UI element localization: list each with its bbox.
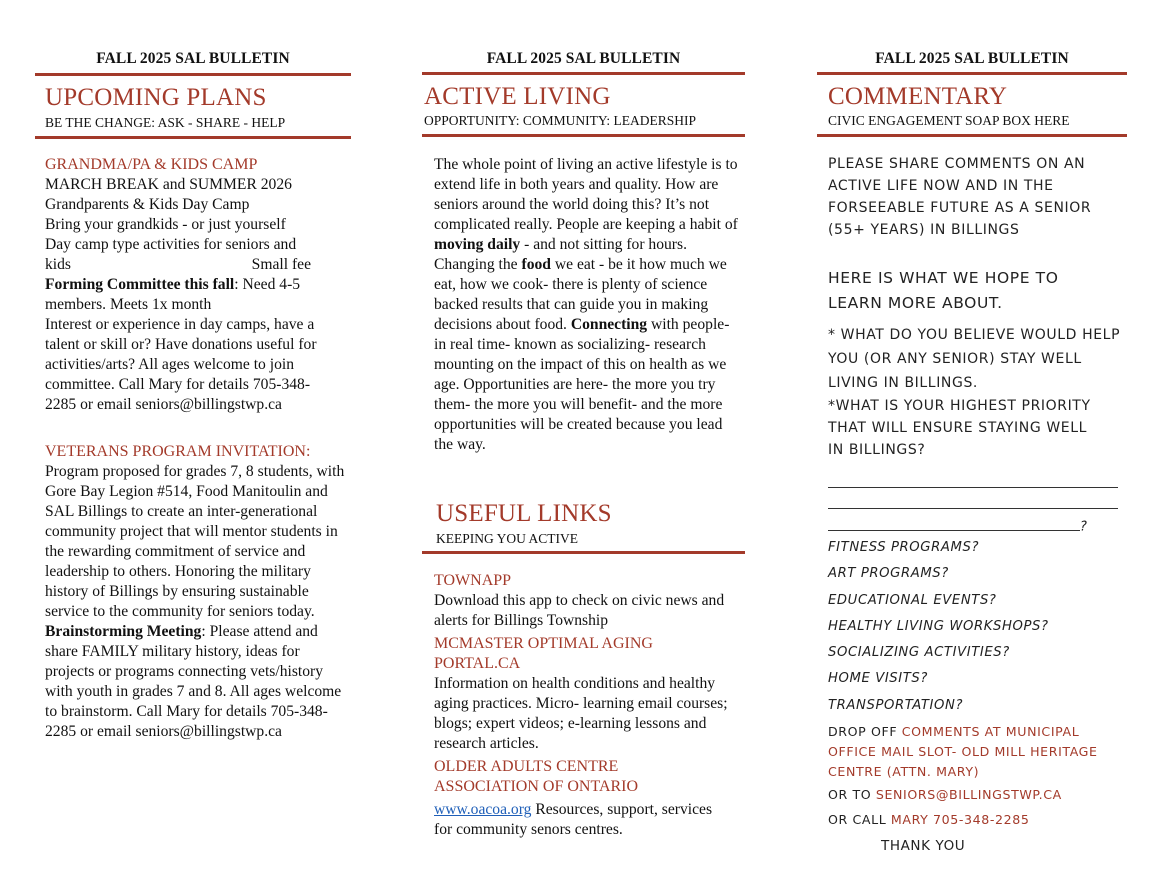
link-item-mcmaster [434,634,734,754]
committee-note: Forming Committee this fall: Need 4-5 members. Meets 1x month [45,276,301,313]
topic-item: FITNESS PROGRAMS? [828,540,980,555]
answer-line-last [828,509,1118,536]
contact-email[interactable]: SENIORS@BILLINGSTWP.CA [875,787,1062,802]
section-subtitle: CIVIC ENGAGEMENT SOAP BOX HERE [828,113,1070,128]
links-subtitle: KEEPING YOU ACTIVE [436,531,578,546]
active-living-article: The whole point of living an active lifestyle is to extend life in both years and quality. How are seniors around the world doing this? It’s not complicated really. People are keeping a habit of moving daily - and not sitting for hours. Changing the food we eat - be it how much we eat, how we cook- there is plenty of science backed results that can guide you in making decisions about food. Connecting with people- in real time- known as socializing- research mounting on the impact of this on health as we age. Opportunities are here- the more you try them- the more you will benefit- and the more opportunities will be created because you lead the way. [434,156,738,453]
topic-item: SOCIALIZING ACTIVITIES? [828,645,1010,661]
camp-heading: GRANDMA/PA & KIDS CAMP [45,156,258,173]
committee-label: Forming Committee this fall [45,276,235,293]
veterans-body: Program proposed for grades 7, 8 students, with Gore Bay Legion #514, Food Manitoulin and SAL Billings to create an inter-generational community project that will mentor students in the rewarding commitment of service and leadership to others. Honoring the military history of Billings by ensuring sustainable service to the community for seniors today. [45,463,345,620]
link-heading: OLDER ADULTS CENTRE ASSOCIATION OF ONTARIO [434,758,639,795]
camp-line: kids [45,256,71,273]
bulletin-header: FALL 2025 SAL BULLETIN [875,50,1069,67]
links-title: USEFUL LINKS [436,500,612,527]
link-item-townapp [434,571,734,631]
emphasis-food: food [521,256,551,273]
link-description: www.oacoa.org Resources, support, services for community senors centres. [434,801,713,838]
emphasis-moving-daily: moving daily [434,236,521,253]
thank-you: THANK YOU [881,838,966,854]
camp-line: Bring your grandkids - or just yourself [45,216,286,233]
topic-list [828,535,1049,719]
camp-article [45,155,351,415]
meeting-note: Brainstorming Meeting: Please attend and share FAMILY military history, ideas for projects or programs connecting vets/history with youth in grades 7 and 8. All ages welcome to brainstorm. Call Mary for details 705-348-2285 or email seniors@billingstwp.ca [45,623,342,740]
veterans-article [45,442,351,742]
link-heading: MCMASTER OPTIMAL AGING PORTAL.CA [434,635,653,672]
dropoff-instructions: DROP OFF COMMENTS AT MUNICIPAL OFFICE MAIL SLOT- OLD MILL HERITAGE CENTRE (ATTN. MARY) [828,724,1098,779]
fee-note: Small fee [251,256,311,273]
answer-line[interactable] [828,509,1080,531]
camp-line: Day camp type activities for seniors and [45,236,297,253]
link-heading: TOWNAPP [434,572,512,589]
links-list [434,571,734,840]
section-title: COMMENTARY [828,83,1008,110]
meeting-label: Brainstorming Meeting [45,623,202,640]
answer-line[interactable] [828,466,1118,488]
section-divider [422,134,745,137]
emphasis-connecting: Connecting [570,316,648,333]
camp-line: Grandparents & Kids Day Camp [45,196,250,213]
veterans-heading: VETERANS PROGRAM INVITATION: [45,443,311,460]
camp-line: MARCH BREAK and SUMMER 2026 [45,176,292,193]
top-divider [422,72,745,75]
top-divider [35,73,351,76]
links-divider [422,551,745,554]
link-item-oacoa [434,757,734,840]
contact-phone: MARY 705-348-2285 [890,812,1030,827]
commentary-hope: HERE IS WHAT WE HOPE TO LEARN MORE ABOUT. [828,269,1059,312]
section-divider [35,136,351,139]
answer-line[interactable] [828,488,1118,510]
dropoff-location: COMMENTS AT MUNICIPAL OFFICE MAIL SLOT- OLD MILL HERITAGE CENTRE (ATTN. MARY) [828,724,1098,779]
section-title: ACTIVE LIVING [424,83,611,110]
commentary-intro: PLEASE SHARE COMMENTS ON AN ACTIVE LIFE NOW AND IN THE FORSEEABLE FUTURE AS A SENIOR (55+ YEARS) IN BILLINGS [828,156,1092,238]
camp-fee-row [45,255,311,275]
question-1: * WHAT DO YOU BELIEVE WOULD HELP YOU (OR ANY SENIOR) STAY WELL LIVING IN BILLINGS. [828,327,1121,391]
question-2: *WHAT IS YOUR HIGHEST PRIORITY THAT WILL ENSURE STAYING WELL IN BILLINGS? [828,398,1091,458]
call-instructions: OR CALL MARY 705-348-2285 [828,812,1030,827]
topic-item: HOME VISITS? [828,671,928,687]
section-subtitle: BE THE CHANGE: ASK - SHARE - HELP [45,115,286,130]
top-divider [817,72,1127,75]
camp-details: Interest or experience in day camps, have a talent or skill or? Have donations useful for activities/arts? All ages welcome to join committee. Call Mary for details 705-348-2285 or email seniors@billingstwp.ca [45,316,317,413]
blank-question-mark: ? [1080,519,1088,535]
section-divider [817,134,1127,137]
topic-item: EDUCATIONAL EVENTS? [828,592,997,608]
bulletin-header: FALL 2025 SAL BULLETIN [486,50,681,67]
answer-blanks [828,466,1118,536]
topic-item: ART PROGRAMS? [828,566,949,582]
section-title: UPCOMING PLANS [45,84,267,111]
link-description: Information on health conditions and healthy aging practices. Micro- learning email courses; blogs; expert videos; e-learning lessons and research articles. [434,675,728,752]
section-subtitle: OPPORTUNITY: COMMUNITY: LEADERSHIP [424,113,696,128]
link-description: Download this app to check on civic news and alerts for Billings Township [434,592,725,629]
topic-item: TRANSPORTATION? [828,697,964,713]
email-instructions: OR TO SENIORS@BILLINGSTWP.CA [828,787,1062,802]
bulletin-header: FALL 2025 SAL BULLETIN [96,50,290,67]
oacoa-link[interactable]: www.oacoa.org [434,801,532,818]
topic-item: HEALTHY LIVING WORKSHOPS? [828,618,1049,634]
